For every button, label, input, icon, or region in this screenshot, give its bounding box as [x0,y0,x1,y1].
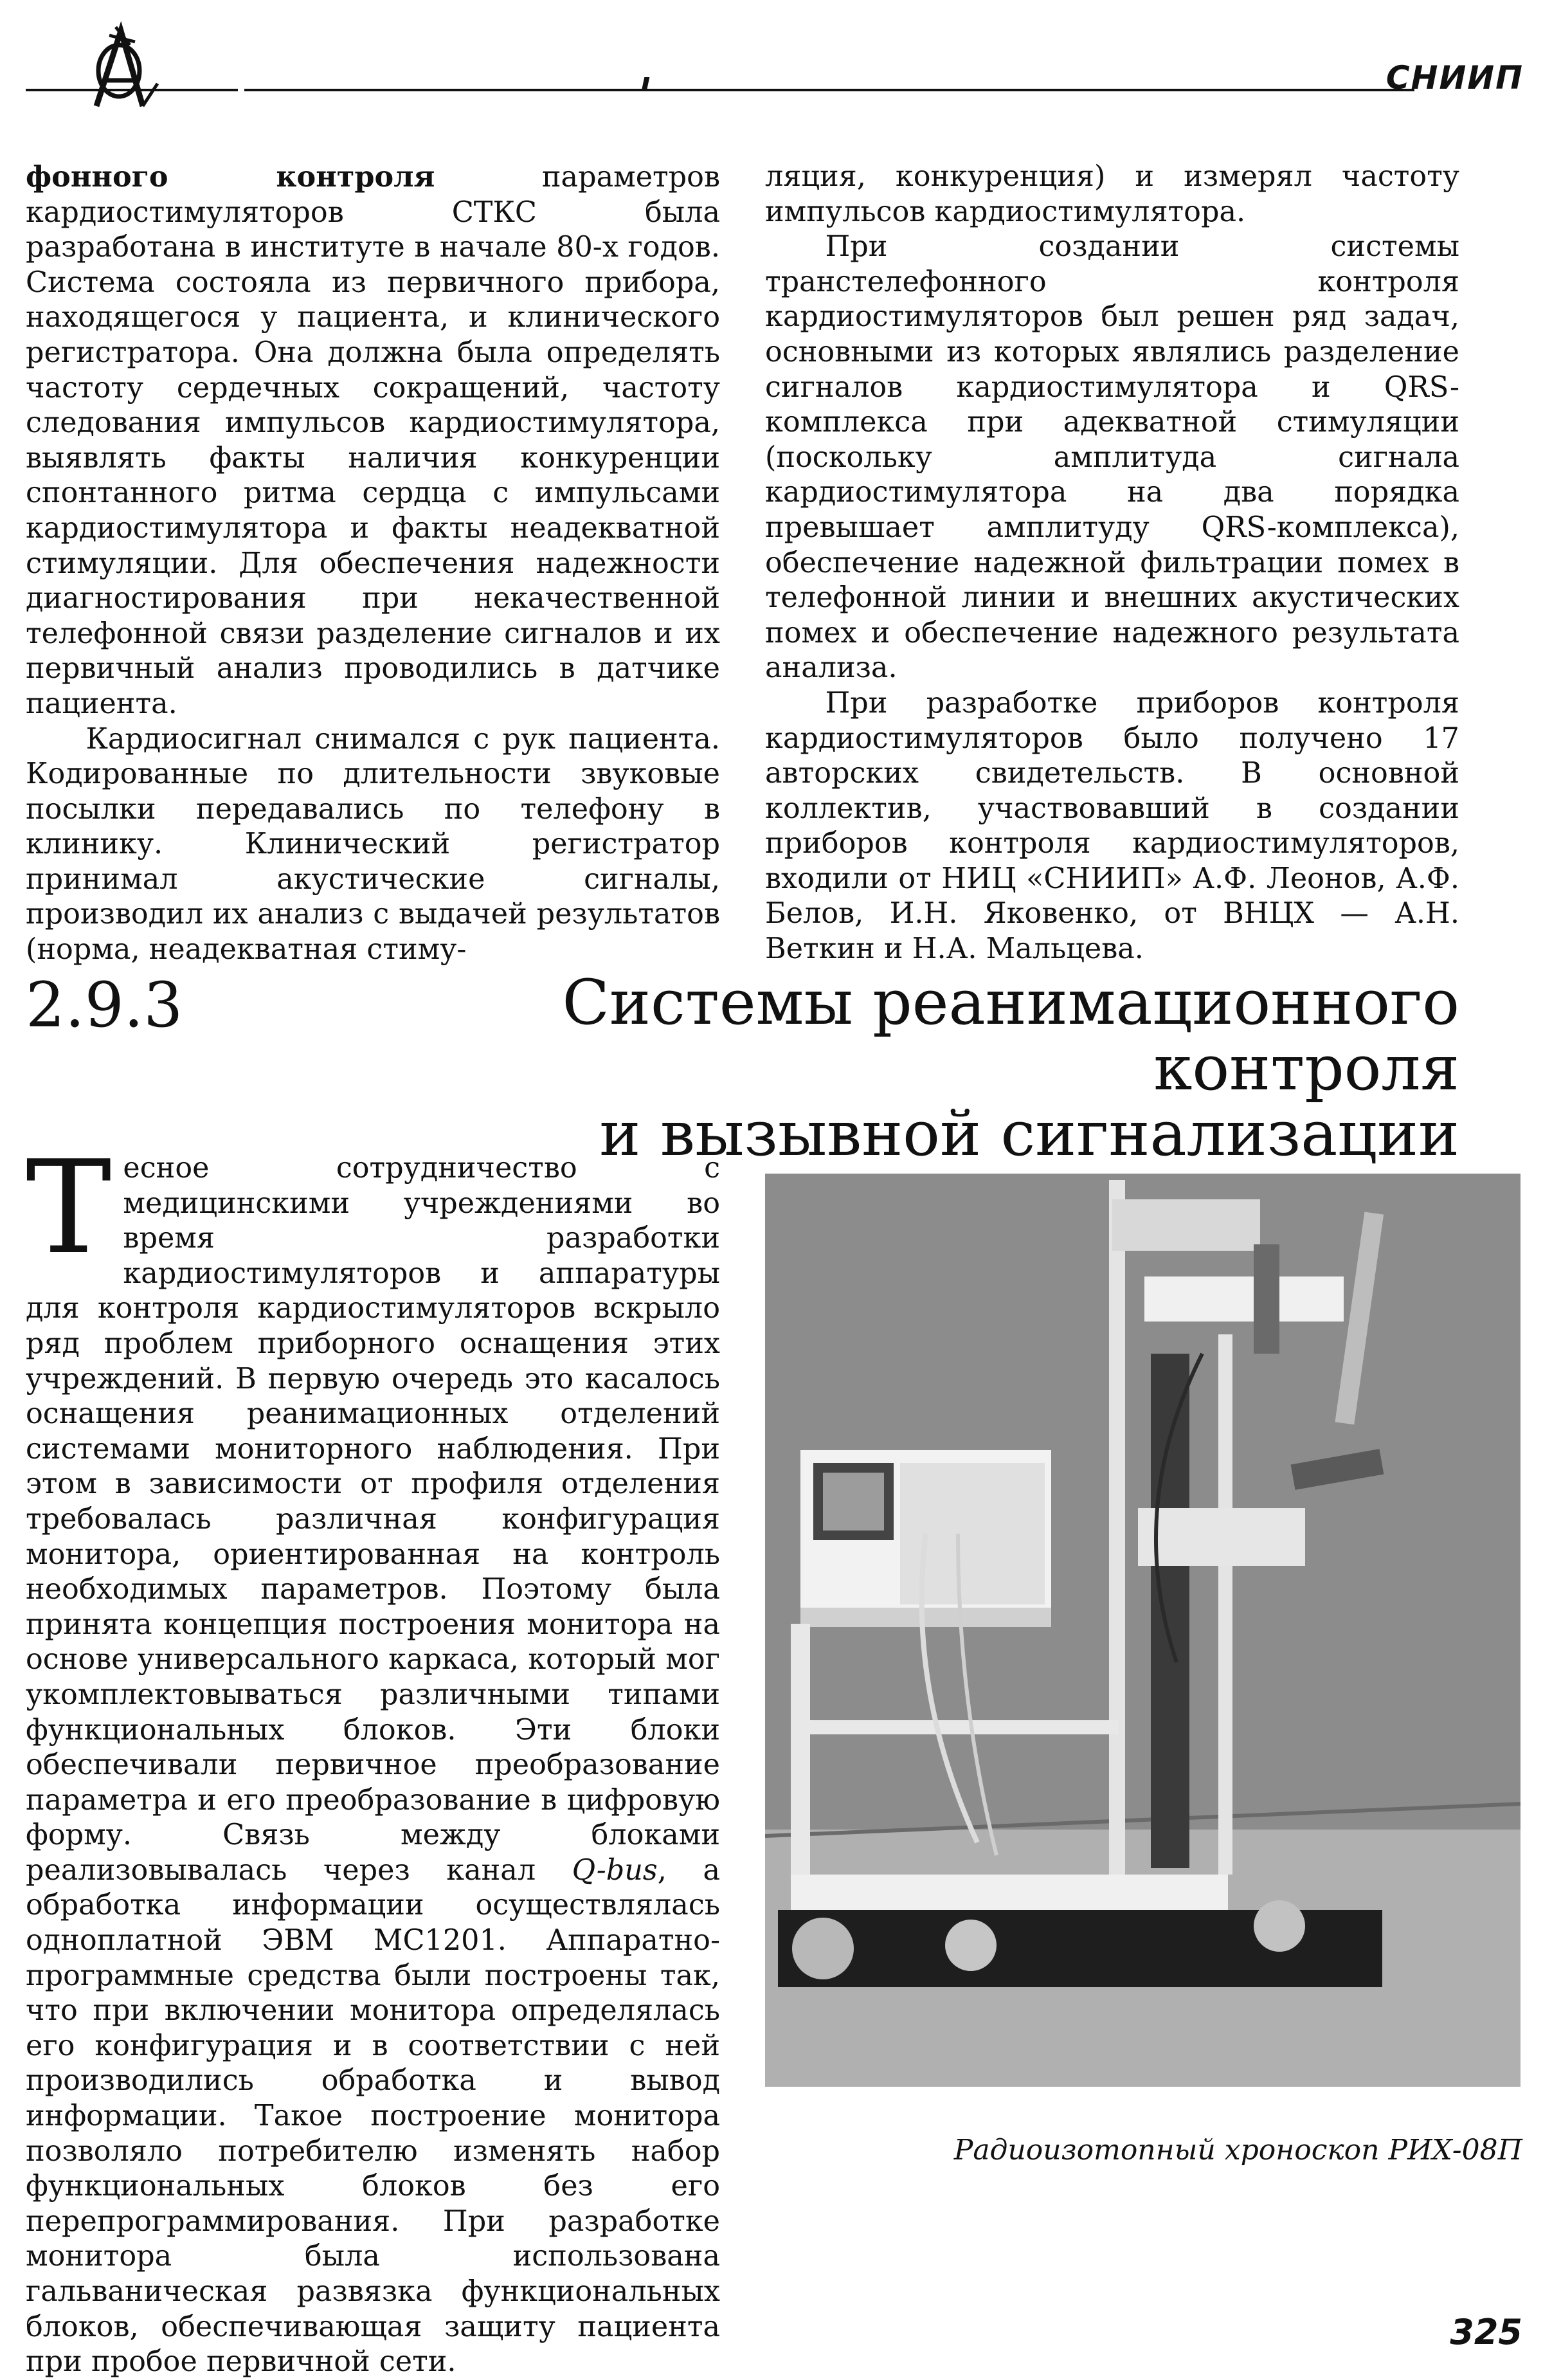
bold-lead: фонного контроля [26,160,435,194]
top-left-column [26,159,720,968]
photo-illustration [765,1174,1520,2087]
drop-cap: Т [26,1133,112,1283]
section-number: 2.9.3 [26,969,183,1041]
sniip-logo-icon [71,19,167,116]
page-header [26,19,1524,122]
header-org-title: СНИИП [1385,59,1524,96]
header-rule-right [244,89,1414,91]
top-left-paragraph-1 [26,159,720,722]
page-number: 325 [1450,2312,1522,2352]
top-right-paragraph-1: ляция, конкуренция) и измерял частоту импульсов кардиостимулятора. [765,160,1459,228]
top-right-column [765,159,1459,967]
body-column [26,1133,720,2380]
body-text-a: есное сотрудничество с медицинскими учреждениями во время разработки кардиостимуляторов и аппаратуры для контроля кардиостимуляторов вскрыло ряд проблем приборного оснащения этих учреждений. В первую очередь это касалось оснащения реанимационных отделений системами мониторного наблюдения. При этом в зависимости от профиля отделения требовалась различная конфигурация монитора, ориентированная на контроль необходимых параметров. Поэтому была принята концепция построения монитора на основе универсального каркаса, который мог укомплектовываться различными типами функциональных блоков. Эти блоки обеспечивали первичное преобразование параметра и его преобразование в цифровую форму. Связь между блоками реализовывалась через канал [26,1152,720,1887]
section-title [431,967,1459,1170]
section-title-line-1: Системы реанимационного контроля [562,967,1459,1104]
top-right-paragraph-3: При разработке приборов контроля кардиостимуляторов было получено 17 авторских свидетельств. В основной коллектив, участвовавший в создании приборов контроля кардиостимуляторов, входили от НИЦ «СНИИП» А.Ф. Леонов, А.Ф. Белов, И.Н. Яковенко, от ВНЦХ — А.Н. Веткин и Н.А. Мальцева. [765,686,1459,966]
section-title-line-2: и вызывной сигнализации [599,1098,1459,1170]
paragraph-text: параметров кардиостимуляторов СТКС была разработана в институте в начале 80-х годов. Система состояла из первичного прибора, находящегося у пациента, и клинического регистратора. Она должна была определять частоту сердечных сокращений, частоту следования импульсов кардиостимулятора, выявлять факты наличия конкуренции спонтанного ритма сердца с импульсами кардиостимулятора и факты неадекватной стимуляции. Для обеспечения надежности диагностирования при некачественной телефонной связи разделение сигналов и их первичный анализ проводились в датчике пациента. [26,161,720,720]
photo-caption: Радиоизотопный хроноскоп РИХ-08П [953,2134,1522,2167]
qbus-term: Q-bus [572,1853,658,1887]
top-right-paragraph-2: При создании системы транстелефонного контроля кардиостимуляторов был решен ряд задач, основными из которых являлись разделение сигналов кардиостимулятора и QRS-комплекса при адекватной стимуляции (поскольку амплитуда сигнала кардиостимулятора на два порядка превышает амплитуду QRS-комплекса), обеспечение надежной фильтрации помех в телефонной линии и внешних акустических помех и обеспечение надежного результата анализа. [765,230,1459,685]
photo-chronoscope [765,1174,1520,2087]
header-rule-left [26,89,238,91]
body-text-b: , а обработка информации осуществлялась одноплатной ЭВМ МС1201. Аппаратно-программные средства были построены так, что при включении монитора определялась его конфигурация и в соответствии с ней производились обработка и вывод информации. Такое построение монитора позволяло потребителю изменять набор функциональных блоков без его перепрограммирования. При разработке монитора была использована гальваническая развязка функциональных блоков, обеспечивающая защиту пациента при пробое первичной сети. [26,1853,720,2379]
top-left-paragraph-2: Кардиосигнал снимался с рук пациента. Кодированные по длительности звуковые посылки передавались по телефону в клинику. Клинический регистратор принимал акустические сигналы, производил их анализ с выдачей результатов (норма, неадекватная стиму- [26,722,720,967]
body-paragraph [26,1133,720,2380]
